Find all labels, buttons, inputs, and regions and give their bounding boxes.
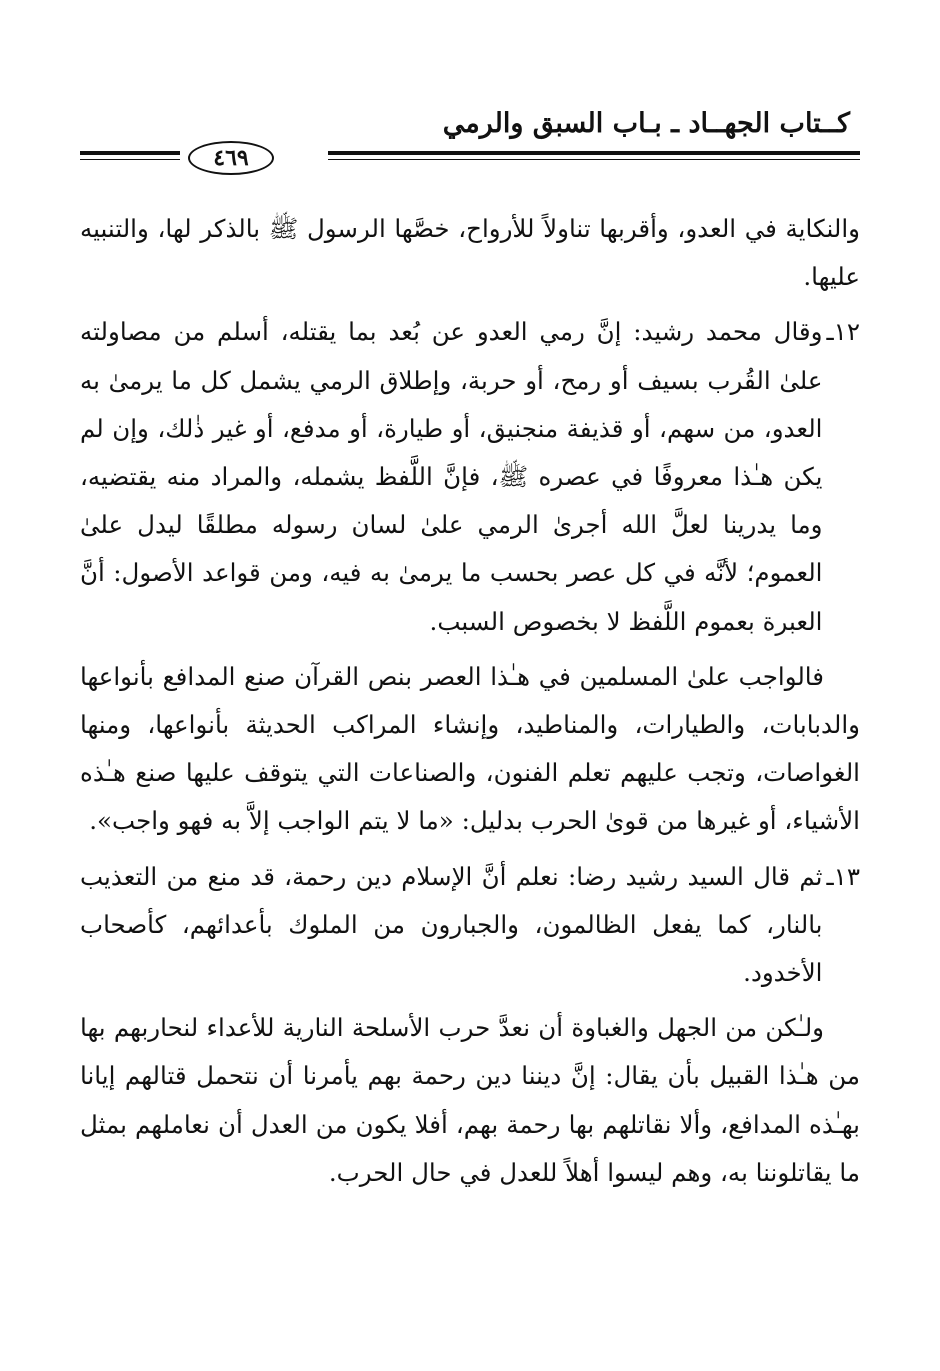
item-number-13: ١٣ـ [826, 861, 860, 891]
paragraph-2 [80, 308, 860, 645]
paragraph-4 [80, 853, 860, 998]
paragraph-4-text: ثم قال السيد رشيد رضا: نعلم أنَّ الإسلام دين رحمة، قد منع من التعذيب بالنار، كما يفعل الظالمون، والجبارون من الملوك بأعدائهم، كأصحاب الأخدود. [80, 861, 823, 988]
paragraph-2-text: وقال محمد رشيد: إنَّ رمي العدو عن بُعد بما يقتله، أسلم من مصاولته علىٰ القُرب بسيف أو رمح، أو حربة، وإطلاق الرمي يشمل كل ما يرمىٰ به العدو، من سهم، أو قذيفة منجنيق، أو طيارة، أو مدفع، أو غير ذٰلك، وإن لم يكن هـٰذا معروفًا في عصره ﷺ، فإنَّ اللَّفظ يشمله، والمراد منه يقتضيه، وما يدرينا لعلَّ الله أجرىٰ الرمي علىٰ لسان رسوله مطلقًا ليدل علىٰ العموم؛ لأنَّه في كل عصر بحسب ما يرمىٰ به فيه، ومن قواعد الأصول: أنَّ العبرة بعموم اللَّفظ لا بخصوص السبب. [80, 317, 823, 636]
header-rule-left [80, 151, 180, 160]
paragraph-1: والنكاية في العدو، وأقربها تناولاً للأرواح، خصَّها الرسول ﷺ بالذكر لها، والتنبيه عليها. [80, 214, 860, 292]
running-title: كــتاب الجهــاد ـ بـاب السبق والرمي [442, 108, 850, 139]
header-rule-right [328, 151, 860, 160]
page-number: ٤٦٩ [188, 141, 274, 175]
page-header [80, 108, 860, 178]
page-body [80, 205, 860, 1204]
paragraph-5: ولـٰكن من الجهل والغباوة أن نعدَّ حرب الأسلحة النارية للأعداء لنحاربهم بها من هـٰذا القبيل بأن يقال: إنَّ ديننا دين رحمة بهم يأمرنا أن نتحمل قتالهم إيانا بهـٰذه المدافع، وألا نقاتلهم بها رحمة بهم، أفلا يكون من العدل أن نعاملهم بمثل ما يقاتلوننا به، وهم ليسوا أهلاً للعدل في حال الحرب. [80, 1013, 860, 1187]
item-number-12: ١٢ـ [826, 317, 860, 347]
paragraph-3: فالواجب علىٰ المسلمين في هـٰذا العصر بنص القرآن صنع المدافع بأنواعها والدبابات، والطيارات، والمناطيد، وإنشاء المراكب الحديثة بأنواعها، ومنها الغواصات، وتجب عليهم تعلم الفنون، والصناعات التي يتوقف عليها صنع هـٰذه الأشياء، أو غيرها من قوىٰ الحرب بدليل: «ما لا يتم الواجب إلاَّ به فهو واجب». [80, 661, 860, 836]
